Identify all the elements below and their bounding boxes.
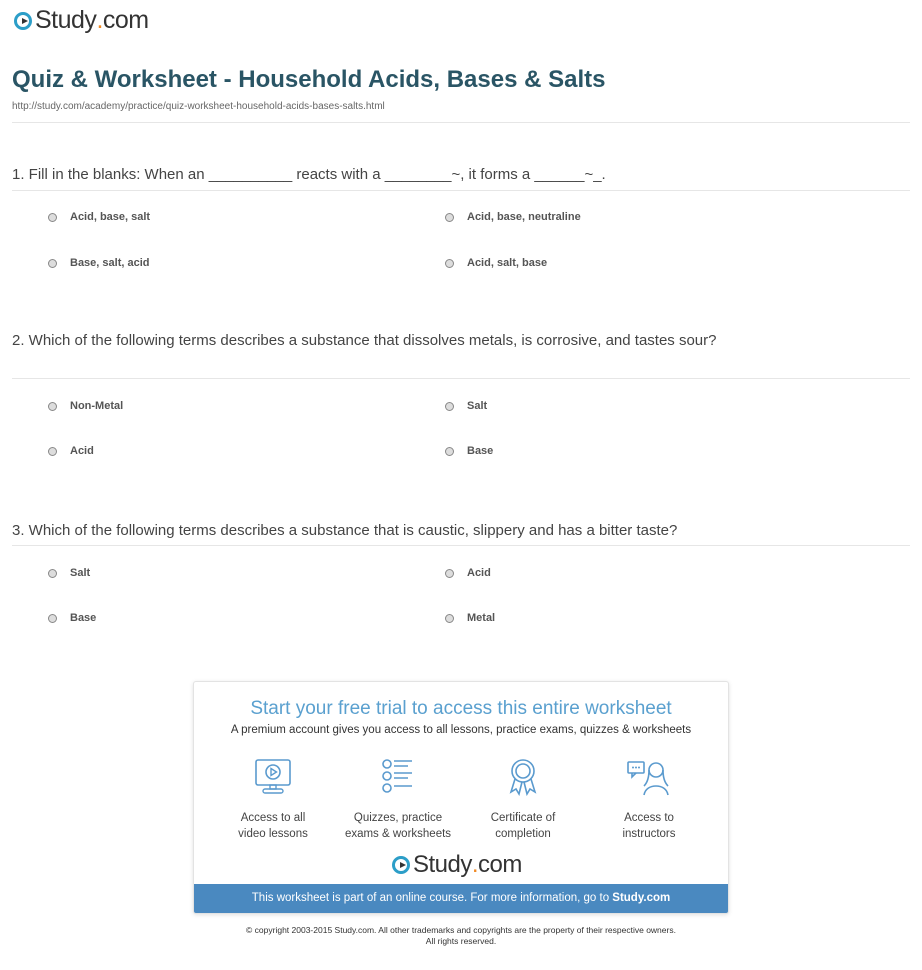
answer-option[interactable] [445, 445, 493, 457]
radio-icon[interactable] [445, 259, 454, 268]
feature-instructors [584, 758, 714, 842]
feature-label: Access to all [240, 812, 306, 824]
play-icon [14, 12, 32, 30]
divider [12, 545, 910, 546]
option-label: Non-Metal [70, 400, 124, 412]
radio-icon[interactable] [48, 614, 57, 623]
answer-option[interactable] [48, 612, 96, 624]
promo-subheading: A premium account gives you access to all lessons, practice exams, quizzes & worksheets [230, 724, 692, 736]
option-label: Acid, base, neutraline [467, 211, 581, 223]
logo-dot: . [96, 6, 103, 34]
answer-option[interactable] [445, 400, 487, 412]
radio-icon[interactable] [48, 402, 57, 411]
radio-icon[interactable] [445, 569, 454, 578]
feature-label: instructors [622, 828, 676, 840]
video-lesson-icon [253, 758, 293, 796]
radio-icon[interactable] [48, 569, 57, 578]
study-logo[interactable] [14, 6, 149, 35]
logo-dot: . [471, 851, 479, 878]
radio-icon[interactable] [445, 447, 454, 456]
radio-icon[interactable] [48, 447, 57, 456]
feature-label: Quizzes, practice [353, 812, 443, 824]
radio-icon[interactable] [48, 213, 57, 222]
radio-icon[interactable] [48, 259, 57, 268]
logo-tld: com [102, 6, 149, 34]
feature-label: Access to [624, 812, 674, 824]
option-label: Metal [467, 612, 496, 624]
question-3: 3. Which of the following terms describes a substance that is caustic, slippery and has a bitter taste? [12, 522, 678, 539]
bar-text: This worksheet is part of an online course. For more information, go to [251, 892, 613, 904]
option-label: Base [467, 445, 494, 457]
question-2: 2. Which of the following terms describes a substance that dissolves metals, is corrosive, and tastes sour? [12, 332, 717, 349]
divider [12, 378, 910, 379]
promo-heading: Start your free trial to access this entire worksheet [250, 698, 672, 719]
option-label: Acid, salt, base [467, 257, 548, 269]
copyright-line: © copyright 2003-2015 Study.com. All other trademarks and copyrights are the property of their respective owners. [246, 925, 676, 935]
feature-video-lessons [208, 758, 338, 842]
option-label: Salt [70, 567, 91, 579]
study-link[interactable]: Study.com [612, 892, 671, 904]
answer-option[interactable] [445, 257, 547, 269]
page-title: Quiz & Worksheet - Household Acids, Bases & Salts [12, 66, 606, 93]
course-info-bar [194, 884, 728, 913]
question-1: 1. Fill in the blanks: When an __________ reacts with a ________~, it forms a ______~_. [12, 166, 606, 183]
option-label: Salt [467, 400, 488, 412]
answer-option[interactable] [48, 211, 150, 223]
radio-icon[interactable] [445, 213, 454, 222]
logo-tld: com [478, 851, 522, 878]
answer-option[interactable] [48, 257, 150, 269]
feature-label: completion [495, 828, 551, 840]
answer-option[interactable] [48, 567, 90, 579]
logo-text: Study [413, 851, 472, 878]
play-icon [392, 856, 410, 874]
answer-option[interactable] [48, 400, 123, 412]
quiz-list-icon [378, 758, 418, 796]
radio-icon[interactable] [445, 614, 454, 623]
answer-option[interactable] [445, 211, 581, 223]
feature-certificate [458, 758, 588, 842]
instructor-icon [626, 758, 672, 796]
answer-option[interactable] [445, 612, 495, 624]
option-label: Acid, base, salt [70, 211, 151, 223]
option-label: Base [70, 612, 97, 624]
feature-quizzes [333, 758, 463, 842]
answer-option[interactable] [445, 567, 491, 579]
radio-icon[interactable] [445, 402, 454, 411]
study-logo-footer[interactable] [392, 851, 522, 879]
certificate-icon [503, 758, 543, 796]
free-trial-card[interactable] [193, 681, 729, 914]
page-url: http://study.com/academy/practice/quiz-worksheet-household-acids-bases-salts.html [12, 101, 385, 112]
divider [12, 122, 910, 123]
feature-label: Certificate of [490, 812, 556, 824]
feature-label: video lessons [238, 828, 308, 840]
option-label: Acid [467, 567, 491, 579]
logo-text: Study [35, 6, 97, 34]
divider [12, 190, 910, 191]
feature-label: exams & worksheets [344, 828, 452, 840]
copyright [0, 925, 922, 947]
option-label: Acid [70, 445, 94, 457]
answer-option[interactable] [48, 445, 94, 457]
option-label: Base, salt, acid [70, 257, 150, 269]
rights-line: All rights reserved. [425, 936, 497, 946]
